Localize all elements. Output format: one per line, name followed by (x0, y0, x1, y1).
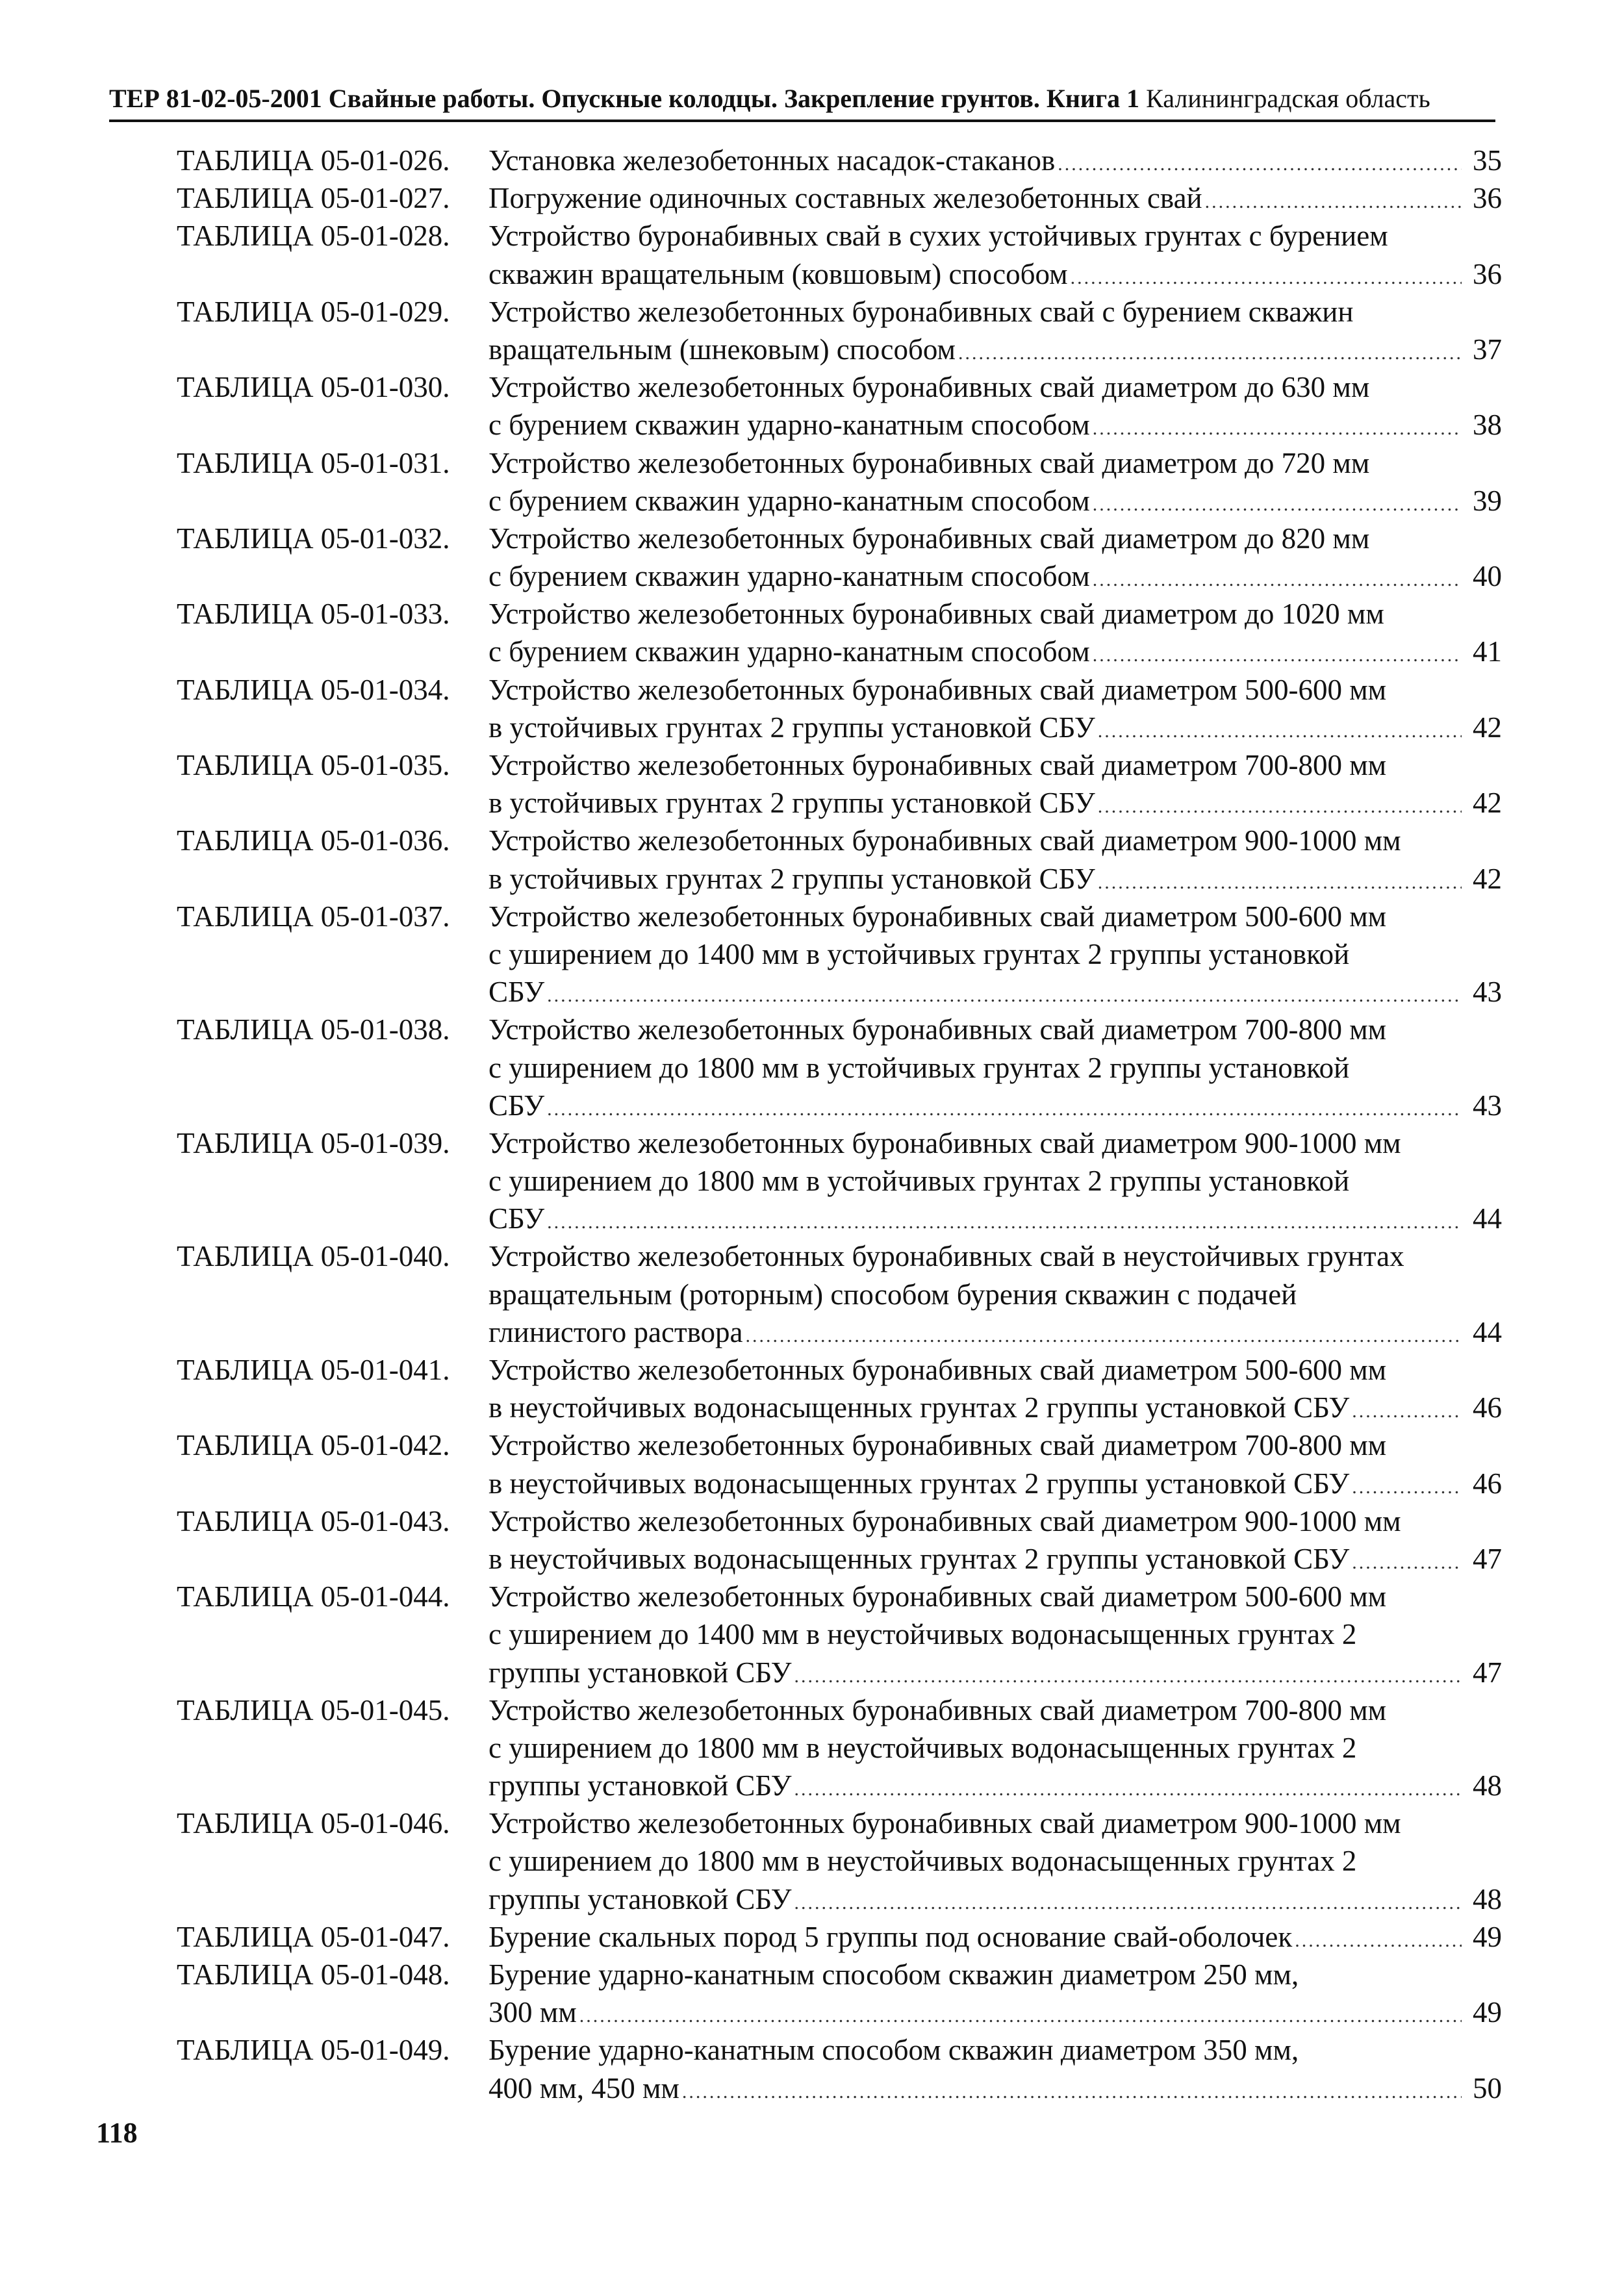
toc-entry-title: с бурением скважин ударно-канатным способом (488, 560, 1090, 593)
dot-leader (1093, 486, 1462, 524)
toc-entry-line (177, 444, 1502, 482)
toc-entry[interactable] (177, 217, 1502, 292)
toc-entry-title: Устройство железобетонных буронабивных свай диаметром до 820 мм (488, 522, 1370, 555)
toc-entry[interactable] (177, 1351, 1502, 1426)
toc-entry-title: в устойчивых грунтах 2 группы установкой СБУ (488, 787, 1095, 820)
toc-entry-title: с уширением до 1800 мм в устойчивых грунтах 2 группы установкой (488, 1051, 1350, 1084)
toc-entry-title: с уширением до 1800 мм в неустойчивых водонасыщенных грунтах 2 (488, 1845, 1357, 1878)
toc-entry-line (177, 1087, 1502, 1124)
toc-entry-title: СБУ (488, 976, 545, 1009)
toc-entry-title: с уширением до 1400 мм в неустойчивых водонасыщенных грунтах 2 (488, 1618, 1357, 1651)
toc-entry-page: 36 (1473, 182, 1502, 215)
toc-entry-code: ТАБЛИЦА 05-01-034. (177, 673, 450, 706)
toc-entry-line (177, 1162, 1502, 1200)
toc-entry-title: Устройство железобетонных буронабивных свай диаметром 500-600 мм (488, 1580, 1387, 1613)
toc-entry-title: 400 мм, 450 мм (488, 2071, 679, 2104)
toc-entry-title: Погружение одиночных составных железобетонных свай (488, 182, 1202, 215)
toc-entry-line (177, 1804, 1502, 1842)
toc-entry-line (177, 1956, 1502, 1993)
toc-entry-line (177, 2031, 1502, 2069)
toc-entry-title: в неустойчивых водонасыщенных грунтах 2 группы установкой СБУ (488, 1391, 1350, 1424)
dot-leader (579, 1997, 1462, 2035)
toc-entry-page: 44 (1473, 1202, 1502, 1235)
toc-entry-line (177, 1615, 1502, 1653)
toc-entry-line (177, 255, 1502, 293)
toc-entry[interactable] (177, 746, 1502, 822)
toc-entry-title: Устройство железобетонных буронабивных свай диаметром 900-1000 мм (488, 1807, 1401, 1840)
toc-entry-code: ТАБЛИЦА 05-01-029. (177, 295, 450, 328)
toc-entry[interactable] (177, 1426, 1502, 1502)
toc-entry-line (177, 1540, 1502, 1578)
toc-entry-title: группы установкой СБУ (488, 1656, 792, 1689)
table-of-contents (177, 142, 1502, 2107)
toc-entry-code: ТАБЛИЦА 05-01-030. (177, 371, 450, 404)
toc-entry-title: группы установкой СБУ (488, 1769, 792, 1802)
dot-leader (1098, 864, 1462, 902)
toc-entry-page: 43 (1473, 976, 1502, 1009)
dot-leader (1295, 1922, 1462, 1960)
toc-entry-code: ТАБЛИЦА 05-01-048. (177, 1958, 450, 1991)
dot-leader (1352, 1393, 1462, 1430)
toc-entry-line (177, 1049, 1502, 1087)
toc-entry-line (177, 671, 1502, 709)
toc-entry[interactable] (177, 1956, 1502, 2031)
toc-entry-title: вращательным (роторным) способом бурения скважин с подачей (488, 1278, 1297, 1311)
toc-entry-page: 47 (1473, 1656, 1502, 1689)
dot-leader (1093, 561, 1462, 599)
toc-entry-page: 50 (1473, 2071, 1502, 2104)
toc-entry-line (177, 1313, 1502, 1351)
page-number: 118 (96, 2117, 138, 2149)
toc-entry-line (177, 898, 1502, 935)
toc-entry-line (177, 179, 1502, 217)
toc-entry-line (177, 973, 1502, 1011)
toc-entry[interactable] (177, 520, 1502, 595)
toc-entry-line (177, 1767, 1502, 1804)
toc-entry-line (177, 746, 1502, 784)
dot-leader (547, 977, 1462, 1015)
toc-entry-line (177, 1276, 1502, 1313)
toc-entry-line (177, 1993, 1502, 2031)
toc-entry-page: 42 (1473, 862, 1502, 895)
toc-entry-code: ТАБЛИЦА 05-01-042. (177, 1429, 450, 1462)
toc-entry-line (177, 784, 1502, 822)
toc-entry-page: 42 (1473, 787, 1502, 820)
toc-entry[interactable] (177, 898, 1502, 1011)
toc-entry[interactable] (177, 595, 1502, 670)
toc-entry-line (177, 557, 1502, 595)
toc-entry-title: СБУ (488, 1089, 545, 1122)
dot-leader (794, 1771, 1462, 1808)
toc-entry-line (177, 1842, 1502, 1880)
toc-entry-title: 300 мм (488, 1996, 577, 2029)
toc-entry-line (177, 293, 1502, 331)
toc-entry-title: глинистого раствора (488, 1315, 743, 1348)
toc-entry-line (177, 368, 1502, 406)
toc-entry-line (177, 1351, 1502, 1389)
toc-entry-line (177, 1237, 1502, 1275)
dot-leader (682, 2073, 1462, 2111)
toc-entry-title: с уширением до 1800 мм в неустойчивых водонасыщенных грунтах 2 (488, 1731, 1357, 1764)
toc-entry-page: 47 (1473, 1542, 1502, 1575)
toc-entry-page: 41 (1473, 635, 1502, 668)
toc-entry-page: 48 (1473, 1882, 1502, 1915)
dot-leader (958, 335, 1462, 372)
toc-entry[interactable] (177, 1237, 1502, 1351)
dot-leader (794, 1658, 1462, 1695)
toc-entry-title: Устройство железобетонных буронабивных свай диаметром до 630 мм (488, 371, 1370, 404)
toc-entry[interactable] (177, 1691, 1502, 1805)
dot-leader (1093, 410, 1462, 448)
dot-leader (794, 1884, 1462, 1922)
toc-entry-title: Установка железобетонных насадок-стаканов (488, 144, 1056, 177)
dot-leader (547, 1091, 1462, 1128)
toc-entry-code: ТАБЛИЦА 05-01-045. (177, 1693, 450, 1726)
toc-entry-page: 42 (1473, 711, 1502, 744)
toc-entry-title: с бурением скважин ударно-канатным способом (488, 635, 1090, 668)
toc-entry-title: в устойчивых грунтах 2 группы установкой СБУ (488, 711, 1095, 744)
toc-entry-code: ТАБЛИЦА 05-01-026. (177, 144, 450, 177)
toc-entry-line (177, 1654, 1502, 1691)
toc-entry-title: Устройство железобетонных буронабивных свай диаметром 700-800 мм (488, 749, 1387, 781)
toc-entry-line (177, 2069, 1502, 2107)
dot-leader (746, 1317, 1462, 1355)
toc-entry-line (177, 1918, 1502, 1956)
toc-entry-code: ТАБЛИЦА 05-01-049. (177, 2034, 450, 2067)
toc-entry[interactable] (177, 1124, 1502, 1238)
dot-leader (1352, 1544, 1462, 1582)
running-header (109, 81, 1495, 122)
toc-entry-code: ТАБЛИЦА 05-01-046. (177, 1807, 450, 1840)
toc-entry-line (177, 1389, 1502, 1426)
toc-entry-code: ТАБЛИЦА 05-01-036. (177, 824, 450, 857)
toc-entry-line (177, 1578, 1502, 1615)
dot-leader (547, 1204, 1462, 1241)
toc-entry[interactable] (177, 293, 1502, 368)
toc-entry[interactable] (177, 179, 1502, 217)
toc-entry-title: в неустойчивых водонасыщенных грунтах 2 группы установкой СБУ (488, 1467, 1350, 1500)
dot-leader (1093, 637, 1462, 674)
dot-leader (1071, 259, 1462, 297)
toc-entry-page: 40 (1473, 560, 1502, 593)
toc-entry-code: ТАБЛИЦА 05-01-033. (177, 598, 450, 631)
toc-entry-line (177, 482, 1502, 520)
toc-entry[interactable] (177, 1804, 1502, 1918)
toc-entry-line (177, 1465, 1502, 1502)
toc-entry-page: 37 (1473, 333, 1502, 366)
toc-entry-title: с бурением скважин ударно-канатным способом (488, 484, 1090, 517)
toc-entry-line (177, 1502, 1502, 1540)
dot-leader (1205, 183, 1462, 221)
toc-entry-code: ТАБЛИЦА 05-01-028. (177, 220, 450, 253)
toc-entry-title: Устройство железобетонных буронабивных свай диаметром 900-1000 мм (488, 1126, 1401, 1159)
toc-entry-title: Устройство железобетонных буронабивных свай диаметром 500-600 мм (488, 673, 1387, 706)
toc-entry-title: Устройство железобетонных буронабивных свай диаметром до 720 мм (488, 446, 1370, 479)
toc-entry[interactable] (177, 1578, 1502, 1691)
toc-entry-code: ТАБЛИЦА 05-01-038. (177, 1013, 450, 1046)
toc-entry-title: с уширением до 1800 мм в устойчивых грунтах 2 группы установкой (488, 1165, 1350, 1198)
toc-entry-title: группы установкой СБУ (488, 1882, 792, 1915)
toc-entry-title: Устройство железобетонных буронабивных свай диаметром 500-600 мм (488, 900, 1387, 933)
toc-entry-page: 46 (1473, 1467, 1502, 1500)
toc-entry-line (177, 520, 1502, 557)
toc-entry-line (177, 1011, 1502, 1048)
toc-entry-page: 43 (1473, 1089, 1502, 1122)
toc-entry[interactable] (177, 368, 1502, 444)
toc-entry-title: вращательным (шнековым) способом (488, 333, 956, 366)
toc-entry-code: ТАБЛИЦА 05-01-027. (177, 182, 450, 215)
toc-entry-page: 39 (1473, 484, 1502, 517)
dot-leader (1058, 145, 1462, 183)
toc-entry-code: ТАБЛИЦА 05-01-044. (177, 1580, 450, 1613)
toc-entry-title: Бурение ударно-канатным способом скважин диаметром 250 мм, (488, 1958, 1299, 1991)
toc-entry-page: 44 (1473, 1315, 1502, 1348)
header-title: ТЕР 81-02-05-2001 Свайные работы. Опускные колодцы. Закрепление грунтов. Книга 1 (109, 84, 1140, 113)
toc-entry-title: Устройство железобетонных буронабивных свай диаметром 700-800 мм (488, 1429, 1387, 1462)
toc-entry-line (177, 935, 1502, 973)
toc-entry-page: 49 (1473, 1996, 1502, 2029)
toc-entry-page: 35 (1473, 144, 1502, 177)
toc-entry-title: Устройство железобетонных буронабивных свай диаметром 700-800 мм (488, 1693, 1387, 1726)
toc-entry-title: СБУ (488, 1202, 545, 1235)
toc-entry-title: Бурение ударно-канатным способом скважин диаметром 350 мм, (488, 2034, 1299, 2067)
toc-entry-title: с уширением до 1400 мм в устойчивых грунтах 2 группы установкой (488, 937, 1350, 970)
toc-entry-code: ТАБЛИЦА 05-01-040. (177, 1240, 450, 1273)
toc-entry-title: Устройство железобетонных буронабивных свай диаметром 500-600 мм (488, 1354, 1387, 1386)
toc-entry-line (177, 709, 1502, 746)
toc-entry-code: ТАБЛИЦА 05-01-032. (177, 522, 450, 555)
toc-entry-code: ТАБЛИЦА 05-01-035. (177, 749, 450, 781)
toc-entry-line (177, 217, 1502, 255)
toc-entry[interactable] (177, 1918, 1502, 1956)
toc-entry-line (177, 1691, 1502, 1729)
toc-entry-line (177, 331, 1502, 368)
toc-entry-page: 48 (1473, 1769, 1502, 1802)
toc-entry-page: 38 (1473, 409, 1502, 442)
toc-entry-title: скважин вращательным (ковшовым) способом (488, 257, 1068, 290)
toc-entry[interactable] (177, 1502, 1502, 1578)
toc-entry-title: с бурением скважин ударно-канатным способом (488, 409, 1090, 442)
toc-entry-title: в неустойчивых водонасыщенных грунтах 2 группы установкой СБУ (488, 1542, 1350, 1575)
toc-entry[interactable] (177, 2031, 1502, 2106)
toc-entry-page: 46 (1473, 1391, 1502, 1424)
toc-entry-title: Устройство железобетонных буронабивных свай с бурением скважин (488, 295, 1354, 328)
toc-entry-title: Устройство железобетонных буронабивных свай диаметром до 1020 мм (488, 598, 1384, 631)
toc-entry-line (177, 1729, 1502, 1767)
toc-entry[interactable] (177, 142, 1502, 179)
toc-entry-code: ТАБЛИЦА 05-01-037. (177, 900, 450, 933)
toc-entry-code: ТАБЛИЦА 05-01-041. (177, 1354, 450, 1386)
toc-entry-title: Устройство железобетонных буронабивных свай диаметром 700-800 мм (488, 1013, 1387, 1046)
toc-entry-line (177, 1426, 1502, 1464)
header-region: Калининградская область (1139, 84, 1430, 113)
toc-entry-title: Устройство железобетонных буронабивных свай в неустойчивых грунтах (488, 1240, 1404, 1273)
toc-entry-line (177, 860, 1502, 898)
toc-entry-line (177, 822, 1502, 859)
toc-entry-line (177, 142, 1502, 179)
toc-entry-line (177, 1124, 1502, 1162)
dot-leader (1352, 1469, 1462, 1506)
toc-entry[interactable] (177, 822, 1502, 897)
toc-entry[interactable] (177, 444, 1502, 520)
toc-entry-line (177, 1880, 1502, 1918)
toc-entry-code: ТАБЛИЦА 05-01-039. (177, 1126, 450, 1159)
toc-entry-code: ТАБЛИЦА 05-01-031. (177, 446, 450, 479)
toc-entry-title: Устройство буронабивных свай в сухих устойчивых грунтах с бурением (488, 220, 1388, 253)
dot-leader (1098, 788, 1462, 826)
dot-leader (1098, 713, 1462, 750)
toc-entry-title: Устройство железобетонных буронабивных свай диаметром 900-1000 мм (488, 1504, 1401, 1537)
toc-entry-title: Бурение скальных пород 5 группы под основание свай-оболочек (488, 1920, 1293, 1953)
toc-entry-title: Устройство железобетонных буронабивных свай диаметром 900-1000 мм (488, 824, 1401, 857)
toc-entry-page: 49 (1473, 1920, 1502, 1953)
toc-entry[interactable] (177, 1011, 1502, 1124)
toc-entry[interactable] (177, 671, 1502, 746)
toc-entry-line (177, 595, 1502, 633)
toc-entry-code: ТАБЛИЦА 05-01-047. (177, 1920, 450, 1953)
toc-entry-page: 36 (1473, 257, 1502, 290)
toc-entry-line (177, 406, 1502, 444)
toc-entry-title: в устойчивых грунтах 2 группы установкой СБУ (488, 862, 1095, 895)
toc-entry-code: ТАБЛИЦА 05-01-043. (177, 1504, 450, 1537)
toc-entry-line (177, 1200, 1502, 1237)
toc-entry-line (177, 633, 1502, 670)
